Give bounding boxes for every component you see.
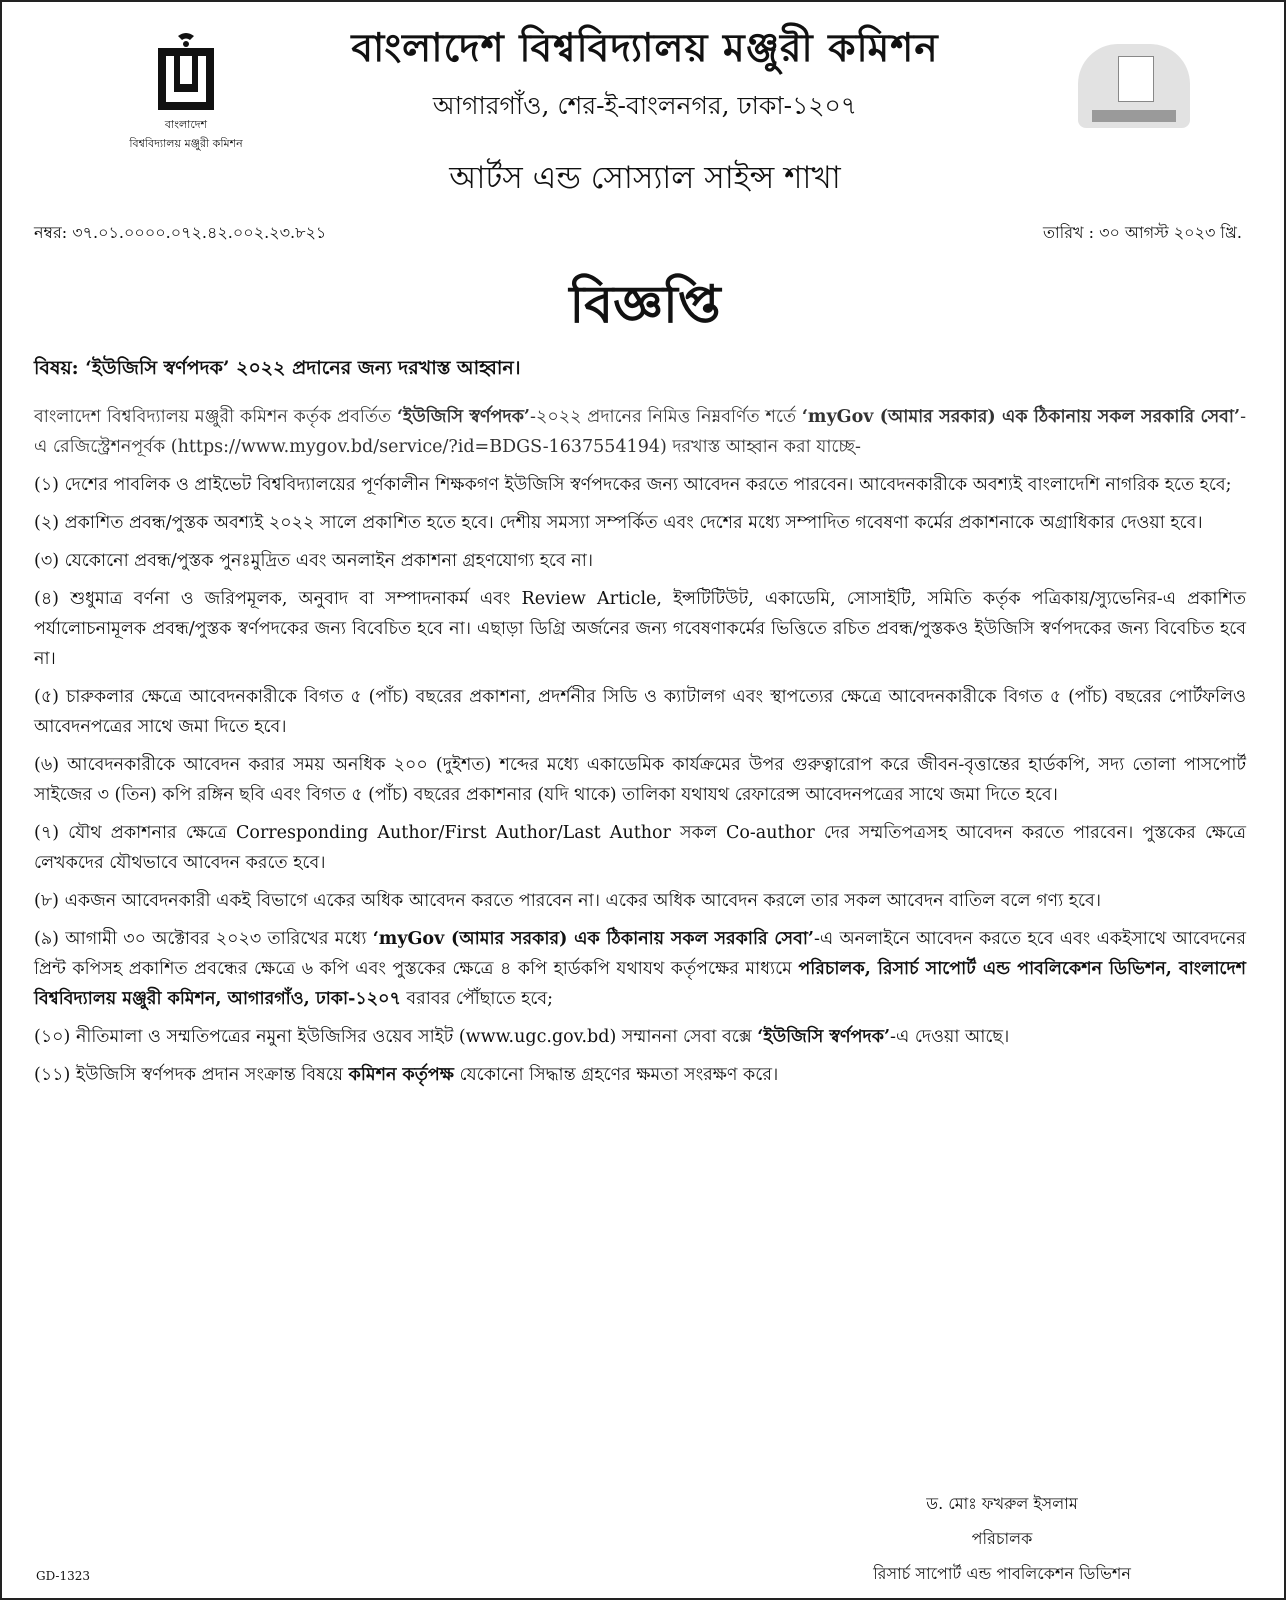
condition-11-text-c: যেকোনো সিদ্ধান্ত গ্রহণের ক্ষমতা সংরক্ষণ করে। bbox=[453, 1065, 779, 1085]
signatory-division: রিসার্চ সাপোর্ট এন্ড পাবলিকেশন ডিভিশন bbox=[873, 1564, 1131, 1583]
condition-10-bold-b: ‘ইউজিসি স্বর্ণপদক’ bbox=[757, 1027, 891, 1047]
intro-bold-2: ‘myGov (আমার সরকার) এক ঠিকানায় সকল সরকারি সেবা’ bbox=[801, 407, 1241, 427]
intro-text-2: -২০২২ প্রদানের নিমিত্ত নিম্নবর্ণিত শর্তে bbox=[530, 407, 802, 427]
condition-11-text-a: (১১) ইউজিসি স্বর্ণপদক প্রদান সংক্রান্ত বিষয়ে bbox=[34, 1065, 349, 1085]
notice-title: বিজ্ঞপ্তি bbox=[569, 274, 721, 335]
signature-block bbox=[732, 1486, 1272, 1591]
condition-9-text-c: -এ অনলাইনে আবেদন করতে হবে এবং একইসাথে আবেদনের প্রিন্ট কপিসহ প্রকাশিত প্রবন্ধের ক্ষেত্রে ৬ কপি এবং পুস্তকের ক্ষেত্রে ৪ কপি হার্ডকপি যথাযথ কর্তৃপক্ষের মাধ্যমে bbox=[34, 929, 1246, 979]
intro-text-3: -এ রেজিস্ট্রেশনপূর্বক (https://www.mygov.bd/service/?id=BDGS-1637554194) দরখাস্ত আহ্বান করা যাচ্ছে- bbox=[34, 407, 1246, 457]
condition-6: (৬) আবেদনকারীকে আবেদন করার সময় অনধিক ২০০ (দুইশত) শব্দের মধ্যে একাডেমিক কার্যক্রমের উপর গুরুত্বারোপ করে জীবন-বৃত্তান্তের হার্ডকপি, সদ্য তোলা পাসপোর্ট সাইজের ৩ (তিন) কপি রঙ্গিন ছবি এবং বিগত ৫ (পাঁচ) বছরের প্রকাশনার (যদি থাকে) তালিকা যথাযথ রেফারেন্স আবেদনপত্রের সাথে জমা দিতে হবে। bbox=[34, 755, 1246, 805]
condition-7: (৭) যৌথ প্রকাশনার ক্ষেত্রে Corresponding Author/First Author/Last Author সকল Co-author দের সম্মতিপত্রসহ আবেদন করতে পারবেন। পুস্তকের ক্ষেত্রে লেখকদের যৌথভাবে আবেদন করতে হবে। bbox=[34, 823, 1246, 873]
condition-11-bold-b: কমিশন কর্তৃপক্ষ bbox=[348, 1065, 454, 1085]
intro-paragraph bbox=[34, 402, 1246, 462]
signatory-name: ড. মোঃ ফখরুল ইসলাম bbox=[926, 1494, 1078, 1513]
logo-caption-line1: বাংলাদেশ bbox=[164, 118, 208, 131]
signatory-designation: পরিচালক bbox=[971, 1529, 1033, 1548]
logo-caption-line2: বিশ্ববিদ্যালয় মঞ্জুরী কমিশন bbox=[129, 137, 243, 150]
condition-9-bold-d: পরিচালক, রিসার্চ সাপোর্ট এন্ড পাবলিকেশন ডিভিশন, বাংলাদেশ বিশ্ববিদ্যালয় মঞ্জুরী কমিশন, আগারগাঁও, ঢাকা-১২০৭ bbox=[34, 959, 1246, 1009]
notice-body bbox=[34, 402, 1246, 1098]
footer-code: GD-1323 bbox=[36, 1569, 91, 1583]
organization-name: বাংলাদেশ বিশ্ববিদ্যালয় মঞ্জুরী কমিশন bbox=[351, 25, 939, 71]
condition-9 bbox=[34, 924, 1246, 1014]
condition-3: (৩) যেকোনো প্রবন্ধ/পুস্তক পুনঃমুদ্রিত এবং অনলাইন প্রকাশনা গ্রহণযোগ্য হবে না। bbox=[34, 551, 594, 571]
condition-1: (১) দেশের পাবলিক ও প্রাইভেট বিশ্ববিদ্যালয়ের পূর্ণকালীন শিক্ষকগণ ইউজিসি স্বর্ণপদকের জন্য আবেদন করতে পারবেন। আবেদনকারীকে অবশ্যই বাংলাদেশি নাগরিক হতে হবে; bbox=[34, 475, 1232, 495]
condition-4: (৪) শুধুমাত্র বর্ণনা ও জরিপমূলক, অনুবাদ বা সম্পাদনাকর্ম এবং Review Article, ইন্সটিটিউট, একাডেমি, সোসাইটি, সমিতি কর্তৃক পত্রিকায়/স্যুভেনির-এ প্রকাশিত পর্যালোচনামূলক প্রবন্ধ/পুস্তক স্বর্ণপদকের জন্য বিবেচিত হবে না। এছাড়া ডিগ্রি অর্জনের জন্য গবেষণাকর্মের ভিত্তিতে রচিত প্রবন্ধ/পুস্তকও ইউজিসি স্বর্ণপদকের জন্য বিবেচিত হবে না। bbox=[34, 589, 1246, 669]
condition-8: (৮) একজন আবেদনকারী একই বিভাগে একের অধিক আবেদন করতে পারবেন না। একের অধিক আবেদন করলে তার সকল আবেদন বাতিল বলে গণ্য হবে। bbox=[34, 891, 1101, 911]
branch-name: আর্টস এন্ড সোস্যাল সাইন্স শাখা bbox=[449, 160, 841, 196]
intro-text-1: বাংলাদেশ বিশ্ববিদ্যালয় মঞ্জুরী কমিশন কর্তৃক প্রবর্তিত bbox=[34, 407, 397, 427]
condition-5: (৫) চারুকলার ক্ষেত্রে আবেদনকারীকে বিগত ৫ (পাঁচ) বছরের প্রকাশনা, প্রদর্শনীর সিডি ও ক্যাটালগ এবং স্থাপত্যের ক্ষেত্রে আবেদনকারীকে বিগত ৫ (পাঁচ) বছরের পোর্টফলিও আবেদনপত্রের সাথে জমা দিতে হবে। bbox=[34, 687, 1246, 737]
condition-2: (২) প্রকাশিত প্রবন্ধ/পুস্তক অবশ্যই ২০২২ সালে প্রকাশিত হতে হবে। দেশীয় সমস্যা সম্পর্কিত এবং দেশের মধ্যে সম্পাদিত গবেষণা কর্মের প্রকাশনাকে অগ্রাধিকার দেওয়া হবে। bbox=[34, 513, 1203, 533]
condition-9-text-e: বরাবর পৌঁছাতে হবে; bbox=[400, 989, 554, 1009]
condition-9-text-a: (৯) আগামী ৩০ অক্টোবর ২০২৩ তারিখের মধ্যে bbox=[34, 929, 373, 949]
condition-10 bbox=[34, 1022, 1246, 1052]
condition-11 bbox=[34, 1060, 1246, 1090]
condition-10-text-a: (১০) নীতিমালা ও সম্মতিপত্রের নমুনা ইউজিসির ওয়েব সাইট (www.ugc.gov.bd) সম্মাননা সেবা বক্সে bbox=[34, 1027, 758, 1047]
memo-date: তারিখ : ৩০ আগস্ট ২০২৩ খ্রি. bbox=[1042, 223, 1242, 242]
subject-line: বিষয়: ‘ইউজিসি স্বর্ণপদক’ ২০২২ প্রদানের জন্য দরখাস্ত আহ্বান। bbox=[34, 357, 521, 379]
organization-address: আগারগাঁও, শের-ই-বাংলনগর, ঢাকা-১২০৭ bbox=[432, 91, 858, 120]
condition-10-text-c: -এ দেওয়া আছে। bbox=[890, 1027, 1010, 1047]
intro-bold-1: ‘ইউজিসি স্বর্ণপদক’ bbox=[396, 407, 531, 427]
memo-number: নম্বর: ৩৭.০১.০০০০.০৭২.৪২.০০২.২৩.৮২১ bbox=[34, 223, 327, 242]
condition-9-bold-b: ‘myGov (আমার সরকার) এক ঠিকানায় সকল সরকারি সেবা’ bbox=[372, 929, 815, 949]
